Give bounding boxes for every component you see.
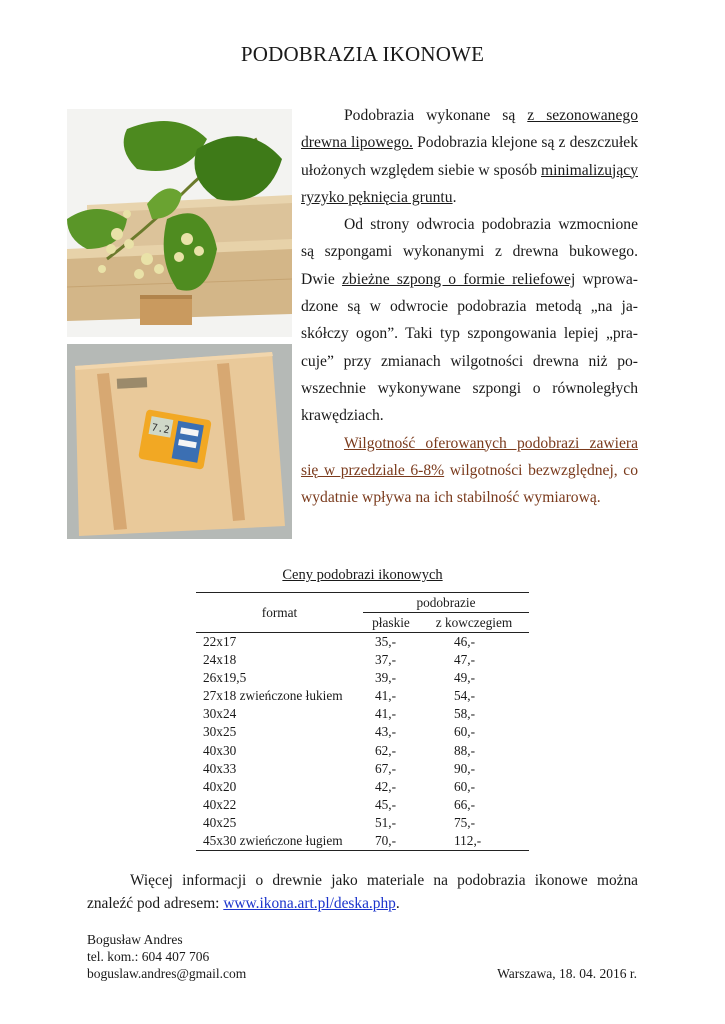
table-row (196, 633, 529, 652)
table-row (196, 796, 529, 814)
cell-flat: 45,- (375, 796, 397, 812)
page-title: PODOBRAZIA IKONOWE (240, 42, 485, 66)
cell-recess: 46,- (454, 634, 476, 649)
cell-flat: 62,- (375, 742, 397, 758)
header-recess: z kowczegiem (419, 613, 529, 633)
info-link[interactable]: www.ikona.art.pl/deska.php (223, 895, 396, 912)
cell-recess: 75,- (454, 814, 476, 830)
cell-flat: 67,- (375, 760, 397, 776)
cell-flat: 42,- (375, 778, 397, 794)
contact-block (87, 931, 246, 982)
cell-recess: 54,- (454, 688, 476, 704)
place-date: Warszawa, 18. 04. 2016 r. (497, 966, 637, 981)
linden-branch-photo (67, 109, 292, 337)
cell-recess: 58,- (454, 706, 476, 722)
cell-flat: 51,- (375, 814, 397, 830)
table-row (196, 687, 529, 705)
description-text (301, 102, 638, 511)
table-row (196, 814, 529, 832)
author-phone: tel. kom.: 604 407 706 (87, 949, 210, 964)
cell-recess: 60,- (454, 724, 476, 740)
price-table (196, 592, 529, 851)
table-row (196, 742, 529, 760)
table-row (196, 723, 529, 741)
paragraph-moisture: Wilgotność oferowanych podobrazi zawiera się w przedziale 6-8% wilgotności bezwzględnej, co wydatnie wpływa na ich stabilność wymiarową. (301, 434, 638, 507)
table-row (196, 669, 529, 687)
cell-format: 40x30 (203, 742, 237, 758)
cell-recess: 90,- (454, 760, 476, 776)
cell-recess: 49,- (454, 670, 476, 686)
cell-flat: 37,- (375, 652, 397, 668)
cell-format: 30x25 (203, 724, 237, 740)
table-row (196, 705, 529, 723)
table-caption: Ceny podobrazi ikonowych (282, 567, 443, 583)
cell-format: 40x25 (203, 814, 237, 830)
cell-recess: 60,- (454, 778, 476, 794)
link-converging-battens[interactable]: zbieżne szpong o formie reliefowej (342, 270, 576, 288)
cell-flat: 43,- (375, 724, 397, 740)
header-flat: płaskie (363, 613, 419, 633)
cell-format: 22x17 (203, 634, 237, 649)
paragraph-material: Podobrazia wykonane są z sezonowanego drewna lipowego. Podobrazia klejone są z deszczułek ułożonych względem siebie w sposób minimalizujący ryzyko pęknięcia gruntu. (301, 107, 638, 206)
cell-format: 40x22 (203, 796, 237, 812)
cell-flat: 41,- (375, 706, 397, 722)
cell-format: 45x30 zwieńczone ługiem (196, 832, 363, 851)
header-format: format (196, 593, 363, 633)
table-row (196, 832, 529, 851)
link-moisture-range[interactable]: Wilgotność oferowanych podobrazi zawiera się w przedziale 6-8% (301, 434, 638, 479)
cell-format: 24x18 (203, 652, 237, 668)
table-row (196, 778, 529, 796)
cell-format: 27x18 zwieńczone łukiem (203, 688, 343, 704)
cell-flat: 39,- (375, 670, 397, 686)
link-minimize-cracking[interactable]: minimalizujący ryzyko pęknięcia gruntu (301, 161, 638, 206)
cell-flat: 41,- (375, 688, 397, 704)
cell-flat: 70,- (363, 832, 419, 851)
header-board: podobrazie (363, 593, 529, 613)
cell-recess: 88,- (454, 742, 476, 758)
cell-format: 30x24 (203, 706, 237, 722)
cell-format: 26x19,5 (203, 670, 247, 686)
more-info: Więcej informacji o drewnie jako materiale na podobrazia ikonowe można znaleźć pod adresem: www.ikona.art.pl/deska.php. (87, 872, 638, 912)
author-name: Bogusław Andres (87, 932, 183, 947)
table-row (196, 651, 529, 669)
cell-flat: 35,- (375, 634, 397, 649)
board-moisture-meter-photo (67, 344, 292, 539)
author-email: boguslaw.andres@gmail.com (87, 966, 247, 981)
cell-format: 40x20 (203, 778, 237, 794)
link-seasoned-lime[interactable]: z sezonowanego drewna lipowego. (301, 107, 638, 152)
paragraph-back-reinforcement: Od strony odwrocia podobrazia wzmocnione są szpongami wykonanymi z drewna bukowego. Dwie zbieżne szpong o formie reliefowej wprowadzone są w odwrocie podobrazia metodą „na jaskółczy ogon”. Taki typ szpongowania lepiej „pracuje” przy zmianach wilgotności drewna niż powszechnie wykonywane szpongi o równoległych krawędziach. (301, 216, 638, 425)
cell-recess: 66,- (454, 796, 476, 812)
cell-format: 40x33 (203, 760, 237, 776)
cell-recess: 47,- (454, 652, 476, 668)
meter-reading: 7.2 (150, 422, 171, 437)
table-row (196, 760, 529, 778)
cell-recess: 112,- (419, 832, 529, 851)
